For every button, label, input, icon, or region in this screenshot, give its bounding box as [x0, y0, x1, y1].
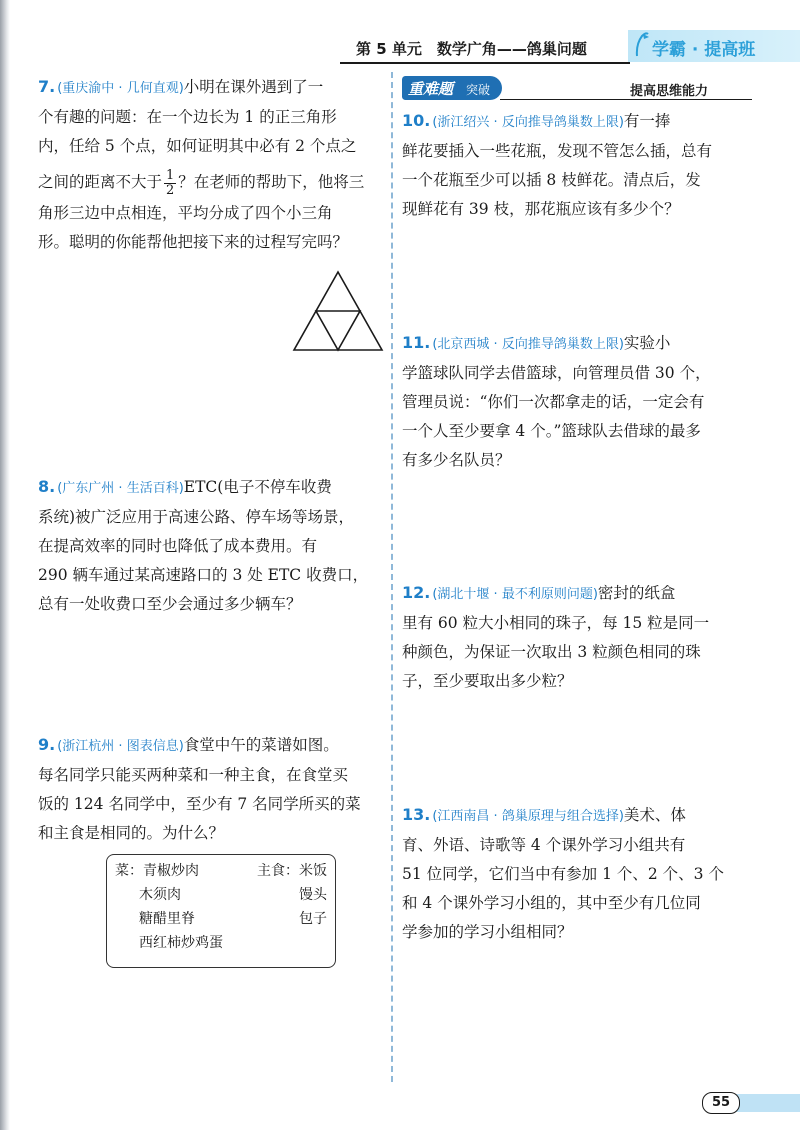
problem-line — [38, 72, 386, 103]
section-badge — [402, 76, 502, 100]
problem-number: 10. — [402, 111, 431, 130]
problem-number: 11. — [402, 333, 431, 352]
problem-number: 9. — [38, 735, 56, 754]
problem-line: 和 4 个课外学习小组的，其中至少有几位同 — [402, 894, 701, 912]
problem-line: 学篮球队同学去借篮球，向管理员借 30 个， — [402, 364, 711, 382]
problem-line — [402, 106, 772, 137]
problem-line: 角形三边中点相连，平均分成了四个小三角 — [38, 204, 333, 222]
badge-main-text: 重难题 — [408, 80, 454, 98]
page-header — [0, 0, 800, 72]
problem-line — [402, 578, 772, 609]
problem-text: ？在老师的帮助下，他将三 — [178, 173, 365, 191]
staple-label: 主食： — [257, 863, 299, 879]
dish-item: 青椒炒肉 — [143, 863, 199, 879]
problem-line: 每名同学只能买两种菜和一种主食，在食堂买 — [38, 766, 349, 784]
problem-number: 13. — [402, 805, 431, 824]
problem-9 — [38, 730, 386, 848]
problem-text: 有一捧 — [623, 112, 671, 130]
problem-text: 实验小 — [623, 334, 671, 352]
fraction-one-half: $\frac{1}{2}$ — [166, 167, 175, 198]
problem-line: 内，任给 5 个点，如何证明其中必有 2 个点之 — [38, 137, 357, 155]
problem-line: 管理员说：“你们一次都拿走的话，一定会有 — [402, 393, 705, 411]
dish-item: 糖醋里脊 — [139, 911, 195, 927]
problem-line — [38, 730, 386, 761]
problem-line: 饭的 124 名同学中，至少有 7 名同学所买的菜 — [38, 795, 361, 813]
brand-name: 学霸 · 提高班 — [652, 40, 756, 60]
problem-line — [38, 165, 386, 199]
staple-item: 米饭 — [299, 863, 327, 879]
problem-tag: (江西南昌 · 鸽巢原理与组合选择) — [432, 809, 624, 824]
problem-number: 7. — [38, 77, 56, 96]
dish-item: 西红柿炒鸡蛋 — [139, 935, 223, 951]
problem-line — [38, 472, 386, 503]
problem-text: 食堂中午的菜谱如图。 — [183, 736, 339, 754]
problem-line — [402, 328, 772, 359]
brand-banner — [628, 30, 800, 62]
problem-line: 290 辆车通过某高速路口的 3 处 ETC 收费口， — [38, 566, 369, 584]
section-subtitle: 提高思维能力 — [630, 84, 709, 99]
problem-tag: (北京西城 · 反向推导鸽巢数上限) — [432, 337, 624, 352]
badge-sub-text: 突破 — [466, 83, 491, 97]
problem-line: 51 位同学，它们当中有参加 1 个、2 个、3 个 — [402, 865, 724, 883]
problem-line: 一个人至少要拿 4 个。”篮球队去借球的最多 — [402, 422, 701, 440]
problem-line: 子，至少要取出多少粒？ — [402, 672, 573, 690]
problem-line: 现鲜花有 39 枝，那花瓶应该有多少个？ — [402, 200, 680, 218]
problem-7 — [38, 72, 386, 257]
dish-item: 木须肉 — [139, 887, 181, 903]
problem-number: 12. — [402, 583, 431, 602]
graduation-cap-icon — [634, 32, 650, 58]
problem-line: 在提高效率的同时也降低了成本费用。有 — [38, 537, 318, 555]
problem-tag: (重庆渝中 · 几何直观) — [57, 81, 184, 96]
staple-item: 馒头 — [299, 887, 327, 903]
problem-line: 种颜色，为保证一次取出 3 粒颜色相同的珠 — [402, 643, 701, 661]
problem-tag: (湖北十堰 · 最不利原则问题) — [432, 587, 598, 602]
problem-line: 个有趣的问题：在一个边长为 1 的正三角形 — [38, 108, 337, 126]
problem-11 — [402, 328, 772, 475]
problem-text: 小明在课外遇到了一 — [183, 78, 324, 96]
problem-line — [402, 800, 772, 831]
subdivided-triangle-figure — [292, 270, 384, 352]
problem-line: 总有一处收费口至少会通过多少辆车？ — [38, 595, 302, 613]
page-number: 55 — [702, 1092, 740, 1114]
dish-label: 菜： — [115, 863, 143, 879]
problem-10 — [402, 106, 772, 224]
problem-tag: (广东广州 · 生活百科) — [57, 481, 184, 496]
section-underline — [500, 99, 752, 100]
menu-box — [106, 854, 336, 968]
unit-title: 第 5 单元 数学广角——鸽巢问题 — [356, 40, 587, 58]
column-divider — [391, 72, 393, 1082]
problem-number: 8. — [38, 477, 56, 496]
problem-tag: (浙江杭州 · 图表信息) — [57, 739, 184, 754]
problem-line: 育、外语、诗歌等 4 个课外学习小组共有 — [402, 836, 686, 854]
problem-line: 和主食是相同的。为什么？ — [38, 824, 225, 842]
problem-13 — [402, 800, 772, 947]
problem-text: ETC(电子不停车收费 — [183, 478, 332, 496]
problem-line: 鲜花要插入一些花瓶，发现不管怎么插，总有 — [402, 142, 713, 160]
staple-item: 包子 — [299, 911, 327, 927]
problem-12 — [402, 578, 772, 696]
problem-line: 形。聪明的你能帮他把接下来的过程写完吗？ — [38, 233, 349, 251]
page-number-bar — [736, 1094, 800, 1112]
problem-line: 系统)被广泛应用于高速公路、停车场等场景， — [38, 508, 355, 526]
problem-line: 里有 60 粒大小相同的珠子，每 15 粒是同一 — [402, 614, 710, 632]
problem-8 — [38, 472, 386, 619]
problem-text: 之间的距离不大于 — [38, 173, 163, 191]
problem-text: 美术、体 — [623, 806, 686, 824]
problem-line: 一个花瓶至少可以插 8 枝鲜花。清点后，发 — [402, 171, 701, 189]
problem-line: 有多少名队员？ — [402, 451, 511, 469]
problem-tag: (浙江绍兴 · 反向推导鸽巢数上限) — [432, 115, 624, 130]
problem-line: 学参加的学习小组相同？ — [402, 923, 573, 941]
page-edge-shadow — [0, 0, 10, 1130]
problem-text: 密封的纸盒 — [597, 584, 676, 602]
